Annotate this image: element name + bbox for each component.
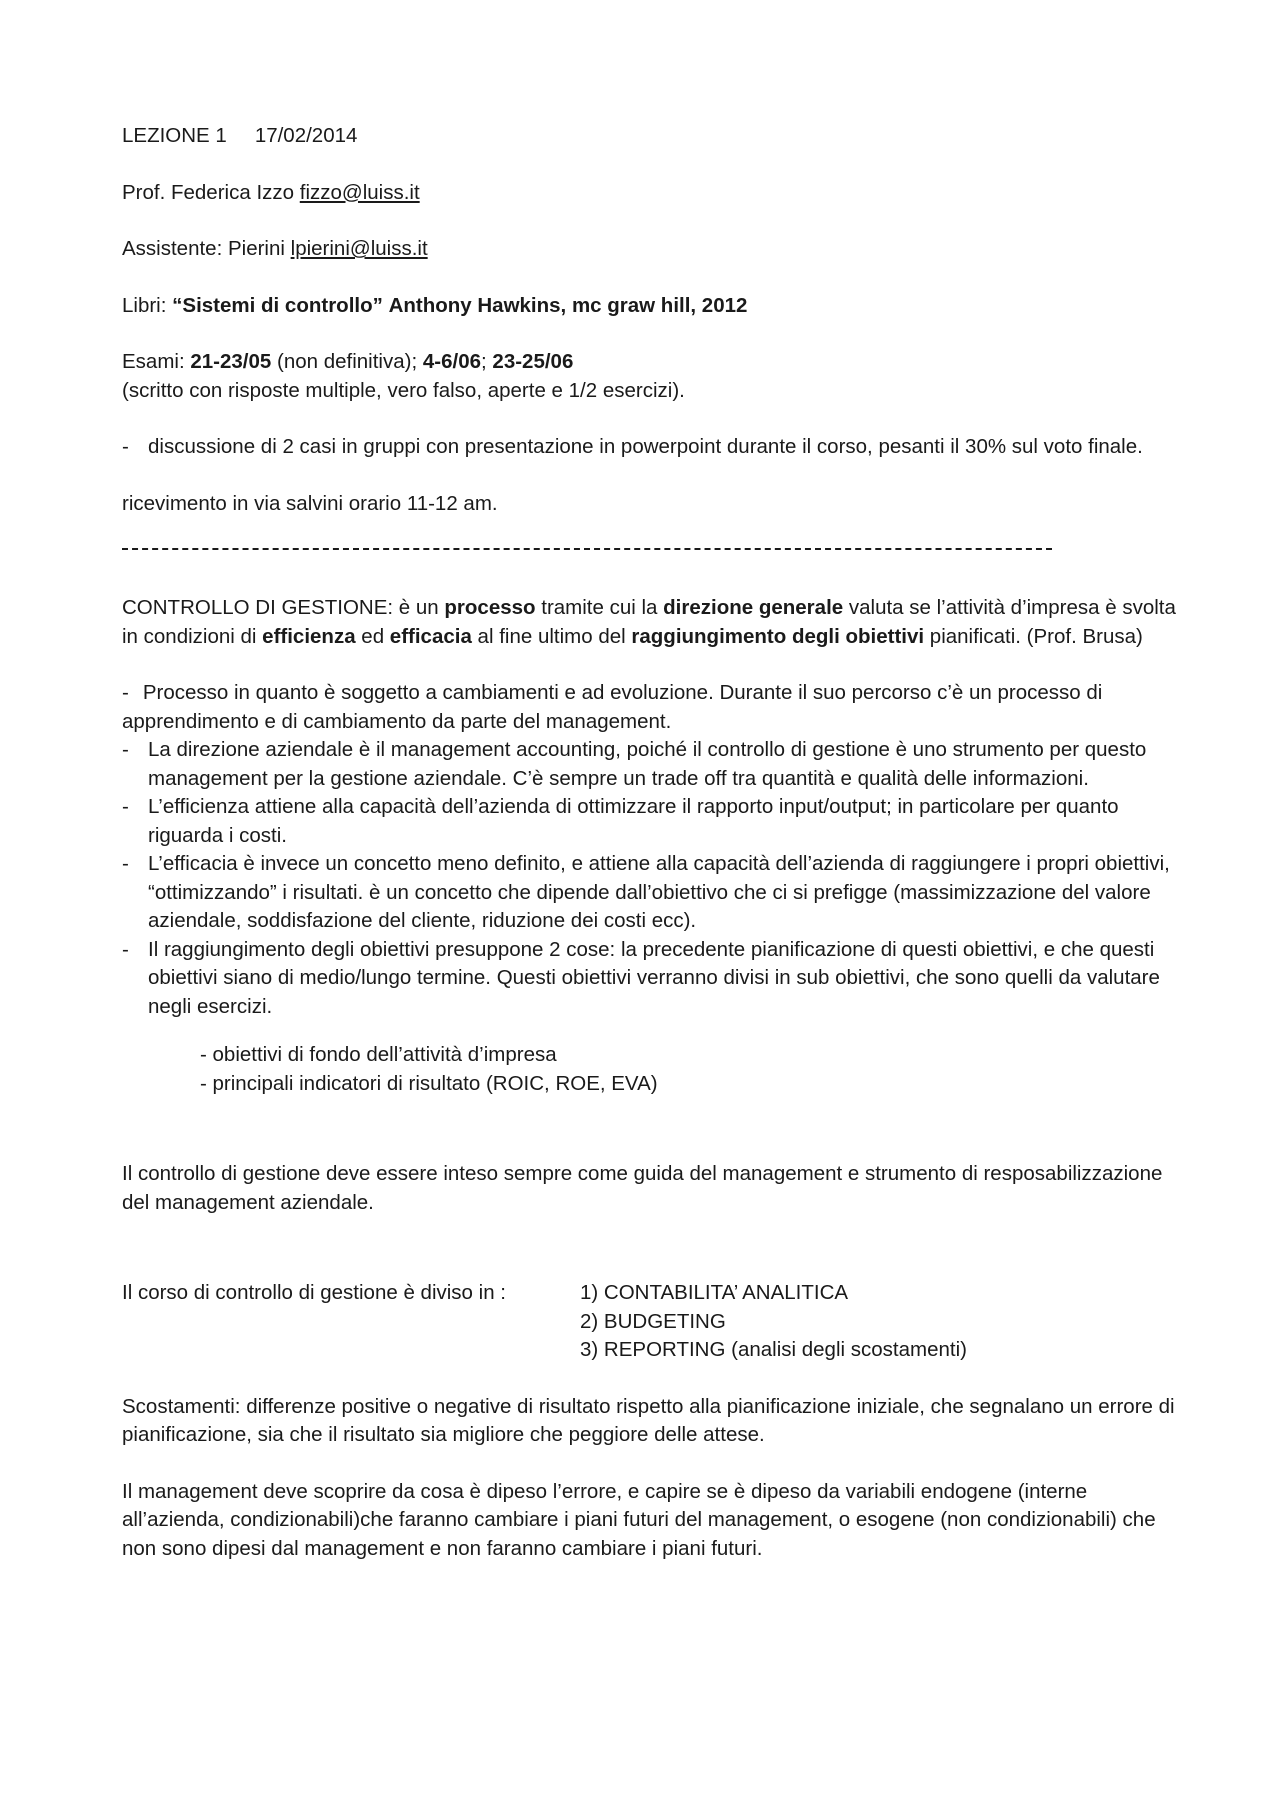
point-text: L’efficienza attiene alla capacità dell’azienda di ottimizzare il rapporto input/output; in particolare per quanto riguarda i costi. bbox=[148, 795, 1119, 847]
definition-text-5: al fine ultimo del bbox=[471, 624, 632, 648]
dash-bullet: - bbox=[122, 852, 129, 875]
deviations-paragraph: Scostamenti: differenze positive o negative di risultato rispetto alla pianificazione iniziale, che segnalano un errore di pianificazione, sia che il risultato sia migliore che peggiore delle attese. bbox=[122, 1394, 1175, 1446]
point-text: L’efficacia è invece un concetto meno definito, e attiene alla capacità dell’azienda di raggiungere i propri obiettivi, “ottimizzando” i risultati. è un concetto che dipende dall’obiettivo che ci si prefigge (massimizzazione del valore aziendale, soddisfazione del cliente, riduzione dei costi ecc). bbox=[148, 852, 1170, 932]
sub-list-item: - principali indicatori di risultato (ROIC, ROE, EVA) bbox=[200, 1071, 658, 1095]
point-text: Processo in quanto è soggetto a cambiamenti e ad evoluzione. Durante il suo percorso c’è un processo di apprendimento e di cambiamento da parte del management. bbox=[122, 681, 1103, 733]
section-divider bbox=[122, 548, 1052, 550]
lesson-date: 17/02/2014 bbox=[254, 124, 358, 147]
book-title: “Sistemi di controllo” bbox=[172, 293, 383, 317]
definition-paragraph bbox=[122, 594, 1182, 651]
definition-text-4: ed bbox=[355, 624, 390, 648]
course-part: 2) BUDGETING bbox=[580, 1309, 726, 1333]
dash-bullet: - bbox=[122, 795, 129, 818]
lesson-header bbox=[122, 122, 1182, 151]
course-part: 3) REPORTING (analisi degli scostamenti) bbox=[580, 1338, 967, 1361]
lesson-title: LEZIONE 1 bbox=[122, 124, 227, 147]
course-intro: Il corso di controllo di gestione è diviso in : bbox=[122, 1281, 507, 1304]
professor-label: Prof. Federica Izzo bbox=[122, 180, 295, 204]
exam-date-3: 23-25/06 bbox=[492, 350, 574, 373]
list-item bbox=[122, 850, 1182, 936]
exam-date-2: 4-6/06 bbox=[422, 350, 482, 373]
discussion-text: discussione di 2 casi in gruppi con presentazione in powerpoint durante il corso, pesanti il 30% sul voto finale. bbox=[148, 435, 1143, 458]
points-list bbox=[122, 679, 1182, 1021]
exam-separator: ; bbox=[481, 350, 487, 373]
point-text: Il raggiungimento degli obiettivi presuppone 2 cose: la precedente pianificazione di questi obiettivi, e che questi obiettivi siano di medio/lungo termine. Questi obiettivi verranno divisi in sub obiettivi, che sono quelli da valutare negli esercizi. bbox=[148, 937, 1160, 1018]
list-item bbox=[122, 736, 1182, 793]
exam-format: (scritto con risposte multiple, vero falso, aperte e 1/2 esercizi). bbox=[122, 378, 685, 402]
dash-bullet: - bbox=[122, 435, 129, 458]
exam-date-1: 21-23/05 bbox=[190, 350, 272, 373]
professor-line bbox=[122, 179, 1182, 208]
definition-bold-efficienza: efficienza bbox=[262, 624, 356, 648]
guide-paragraph: Il controllo di gestione deve essere inteso sempre come guida del management e strumento di resposabilizzazione del management aziendale. bbox=[122, 1162, 1163, 1214]
dash-bullet: - bbox=[122, 738, 129, 761]
exam-note-1: (non definitiva); bbox=[277, 350, 418, 373]
document-page bbox=[122, 122, 1182, 1563]
assistant-email-link[interactable]: lpierini@luiss.it bbox=[290, 237, 428, 260]
course-parts-list bbox=[580, 1279, 967, 1365]
definition-bold-efficacia: efficacia bbox=[389, 624, 472, 648]
dash-bullet: - bbox=[122, 937, 129, 961]
professor-email-link[interactable]: fizzo@luiss.it bbox=[299, 180, 420, 204]
point-text: La direzione aziendale è il management accounting, poiché il controllo di gestione è uno strumento per questo management per la gestione aziendale. C’è sempre un trade off tra quantità e qualità delle informazioni. bbox=[148, 738, 1147, 790]
discussion-item bbox=[122, 433, 1182, 462]
dash-bullet: - bbox=[122, 681, 129, 704]
exams-line bbox=[122, 348, 1182, 377]
course-structure bbox=[122, 1279, 1182, 1361]
definition-text-3: valuta se l’attività d’impresa è svolta in condizioni di bbox=[122, 596, 1176, 648]
book-details: Anthony Hawkins, mc graw hill, 2012 bbox=[388, 293, 748, 317]
definition-text-1: CONTROLLO DI GESTIONE: è un bbox=[122, 596, 445, 619]
assistant-line bbox=[122, 235, 1182, 264]
sub-points-list bbox=[200, 1041, 1182, 1098]
books-line bbox=[122, 292, 1182, 321]
definition-text-2: tramite cui la bbox=[535, 596, 664, 619]
exams-label: Esami: bbox=[122, 350, 185, 373]
management-paragraph: Il management deve scoprire da cosa è dipeso l’errore, e capire se è dipeso da variabili endogene (interne all’azienda, condizionabili)che faranno cambiare i piani futuri del management, o esogene (non condizionabili) che non sono dipesi dal management e non faranno cambiare i piani futuri. bbox=[122, 1479, 1156, 1560]
definition-bold-direzione: direzione generale bbox=[663, 596, 844, 619]
assistant-label: Assistente: Pierini bbox=[122, 237, 285, 260]
definition-bold-processo: processo bbox=[444, 596, 536, 619]
definition-bold-raggiungimento: raggiungimento degli obiettivi bbox=[631, 624, 925, 648]
list-item bbox=[122, 936, 1182, 1022]
sub-list-item: - obiettivi di fondo dell’attività d’impresa bbox=[200, 1043, 557, 1066]
definition-text-6: pianificati. (Prof. Brusa) bbox=[924, 624, 1143, 648]
course-part: 1) CONTABILITA’ ANALITICA bbox=[580, 1281, 849, 1304]
books-label: Libri: bbox=[122, 293, 167, 317]
office-hours: ricevimento in via salvini orario 11-12 am. bbox=[122, 491, 498, 515]
list-item bbox=[122, 679, 1182, 736]
list-item bbox=[122, 793, 1182, 850]
